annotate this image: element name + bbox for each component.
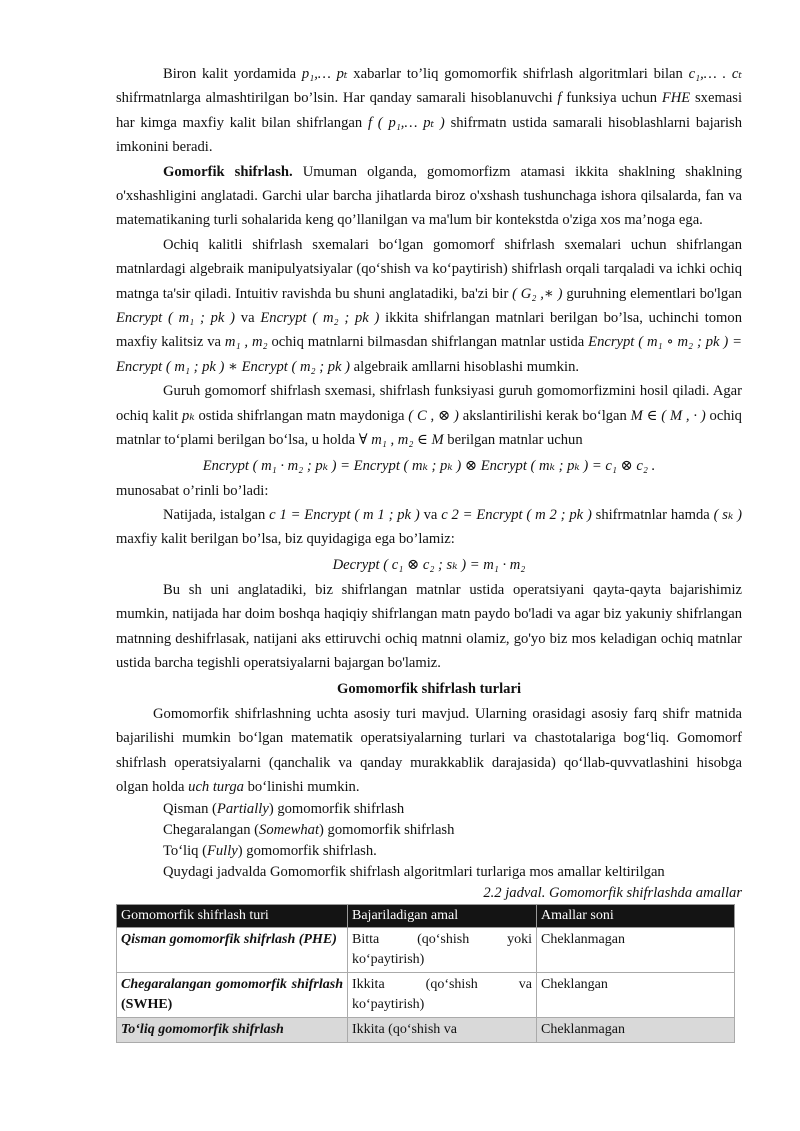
text: Chegaralangan gomomorfik shifrlash bbox=[121, 977, 343, 993]
text: va bbox=[235, 310, 261, 327]
text: sxemasi har kimga maxfiy kalit bilan shifrlangan bbox=[116, 90, 743, 131]
text: Umuman olganda, gomomorfizm atamasi ikkita shaklning shaklning o'xshashligini anglatadi. Garchi ular barcha jihatlarda biroz o'xshash tushunchaga ishora qilsalarda, fan va matematikaning turli sohalarida keng qo’llanilgan va ma'lum bir kontekstda o'ziga xos ma’noga ega. bbox=[116, 163, 742, 229]
text: ) gomomorfik shifrlash bbox=[319, 822, 455, 839]
column-header: Amallar soni bbox=[537, 905, 735, 928]
math-expr: ( sₖ ) bbox=[713, 506, 742, 523]
cell-type bbox=[117, 973, 348, 1018]
math-expr: c₁,… . cₜ bbox=[688, 66, 742, 82]
table-row bbox=[117, 928, 735, 973]
paragraph-4 bbox=[116, 379, 742, 452]
cell-count: Cheklanmagan bbox=[537, 1018, 735, 1043]
math-expr: c 1 = Encrypt ( m 1 ; pk ) bbox=[269, 506, 420, 523]
math-expr: FHE bbox=[661, 90, 691, 107]
math-expr: Encrypt ( m₁ ; pk ) bbox=[116, 310, 236, 327]
math-expr: f bbox=[557, 90, 562, 107]
cell-operation: Ikkita (qo‘shish va bbox=[348, 1018, 537, 1043]
text: To‘liq gomomorfik shifrlash bbox=[121, 1022, 284, 1038]
equation-1: Encrypt ( m₁ · m₂ ; pₖ ) = Encrypt ( mₖ ; pₖ ) ⊗ Encrypt ( mₖ ; pₖ ) = c₁ ⊗ c₂ . bbox=[202, 457, 656, 474]
text: ochiq matnlarni bilmasdan shifrlangan matnlar ustida bbox=[267, 334, 589, 351]
text: Qisman ( bbox=[163, 801, 217, 818]
math-expr: ( C , ⊗ ) bbox=[408, 407, 459, 424]
text: Guruh gomomorf shifrlash sxemasi, shifrlash funksiyasi guruh gomomorfizmini hosil qiladi. Agar ochiq kalit bbox=[116, 383, 742, 424]
cell-operation: Ikkita (qo‘shish va ko‘paytirish) bbox=[348, 973, 537, 1018]
text: shifrmatnlarga almashtirilgan bo’lsin. Har qanday samarali hisoblanuvchi bbox=[116, 90, 558, 107]
text: ) gomomorfik shifrlash. bbox=[237, 843, 377, 860]
cell-type bbox=[117, 1018, 348, 1043]
emphasis: Partially bbox=[216, 801, 269, 818]
text: funksiya uchun bbox=[561, 90, 662, 107]
math-expr: m₁ , m₂ bbox=[224, 334, 268, 351]
table-row bbox=[117, 1018, 735, 1043]
paragraph-8 bbox=[116, 702, 742, 800]
section-heading: Gomomorfik shifrlash turlari bbox=[336, 681, 522, 698]
cell-type bbox=[117, 928, 348, 973]
text: guruhning elementlari bo'lgan bbox=[562, 285, 742, 302]
text: To‘liq ( bbox=[163, 843, 207, 860]
document-page bbox=[116, 62, 742, 1043]
text: Natijada, istalgan bbox=[163, 506, 270, 523]
text: (SWHE) bbox=[121, 997, 173, 1013]
text: shifrmatn ustida samarali hisoblashlarni bajarish imkonini beradi. bbox=[116, 114, 743, 156]
paragraph-2 bbox=[116, 160, 742, 233]
paragraph-7: Bu sh uni anglatadiki, biz shifrlangan matnlar ustida operatsiyani qayta-qayta bajarishimiz mumkin, natijada har doim boshqa haqiqiy shifrlangan matn paydo bo'ladi va agar biz yakuniy shifrlangan matnning deshifrlasak, natijani aks ettiruvchi ochiq matnni olamiz, go'yo biz mos keladigan ochiq matnlar ustida barcha tegishli operatsiyalarni bajargan bo'lamiz. bbox=[116, 581, 742, 671]
paragraph-1 bbox=[116, 62, 742, 160]
cell-count: Cheklangan bbox=[537, 973, 735, 1018]
list-item bbox=[116, 799, 742, 820]
math-expr: Encrypt ( m₂ ; pk ) bbox=[260, 310, 380, 327]
table-header-row bbox=[117, 905, 735, 928]
text: maxfiy kalit berilgan bo’lsa, biz quyidagiga ega bo’lamiz: bbox=[116, 531, 455, 548]
table-row bbox=[117, 973, 735, 1018]
paragraph-5: munosabat o’rinli bo’ladi: bbox=[116, 482, 269, 499]
operations-table bbox=[116, 904, 735, 1043]
text: shifrmatnlar hamda bbox=[591, 506, 714, 523]
text: Qisman gomomorfik shifrlash (PHE) bbox=[121, 932, 337, 948]
text: berilgan matnlar uchun bbox=[443, 432, 583, 449]
emphasis: uch turga bbox=[188, 778, 244, 795]
math-expr: M ∈ ( M , · ) bbox=[630, 407, 706, 424]
column-header: Bajariladigan amal bbox=[348, 905, 537, 928]
text: bo‘linishi mumkin. bbox=[243, 778, 360, 795]
math-expr: ( G₂ ,∗ ) bbox=[512, 285, 563, 302]
text: ikkita shifrlangan matnlari berilgan bo’lsa, uchinchi tomon maxfiy kalitsiz va bbox=[116, 310, 742, 351]
equation-2: Decrypt ( c₁ ⊗ c₂ ; sₖ ) = m₁ · m₂ bbox=[332, 556, 526, 573]
text: Gomomorfik shifrlashning uchta asosiy turi mavjud. Ularning orasidagi asosiy farq shifr matnida bajarilishi mumkin bo‘lgan matematik operatsiyalarning turlari va chastotalariga bog‘liq. Gomomorf shifrlash operatsiyalarni (qanchalik va qanday murakkablik darajasida) qo‘llab-quvvatlashini hisobga olgan holda bbox=[116, 705, 742, 795]
emphasis: Somewhat bbox=[259, 822, 320, 839]
text: algebraik amllarni hisoblashi mumkin. bbox=[350, 358, 580, 375]
cell-operation: Bitta (qo‘shish yoki ko‘paytirish) bbox=[348, 928, 537, 973]
list-item bbox=[116, 820, 742, 841]
run-in-heading: Gomorfik shifrlash. bbox=[163, 163, 293, 180]
paragraph-9: Quydagi jadvalda Gomomorfik shifrlash algoritmlari turlariga mos amallar keltirilgan bbox=[163, 864, 665, 881]
text: va bbox=[419, 506, 442, 523]
text: Biron kalit yordamida bbox=[163, 66, 302, 82]
math-expr: pₖ bbox=[182, 407, 195, 424]
math-expr: p₁,… pₜ bbox=[301, 66, 348, 82]
text: xabarlar to’liq gomomorfik shifrlash algoritmlari bilan bbox=[347, 66, 689, 82]
paragraph-6 bbox=[116, 503, 742, 552]
text: akslantirilishi kerak bo‘lgan bbox=[458, 407, 631, 424]
column-header: Gomomorfik shifrlash turi bbox=[117, 905, 348, 928]
math-expr: Encrypt ( m₁ ∘ m₂ ; pk ) = Encrypt ( m₁ ; pk ) ∗ Encrypt ( m₂ ; pk ) bbox=[116, 334, 742, 375]
text: ) gomomorfik shifrlash bbox=[268, 801, 405, 818]
math-expr: ∀ m₁ , m₂ ∈ M bbox=[358, 432, 444, 449]
cell-count: Cheklanmagan bbox=[537, 928, 735, 973]
paragraph-3 bbox=[116, 233, 742, 379]
emphasis: Fully bbox=[206, 843, 238, 860]
list-item bbox=[116, 841, 742, 862]
text: ochiq matnlar to‘plami berilgan bo‘lsa, u holda bbox=[116, 407, 742, 449]
math-expr: c 2 = Encrypt ( m 2 ; pk ) bbox=[441, 506, 592, 523]
table-caption: 2.2 jadval. Gomomorfik shifrlashda amallar bbox=[483, 885, 742, 902]
math-expr: f ( p₁,… pₜ ) bbox=[367, 114, 445, 131]
text: ostida shifrlangan matn maydoniga bbox=[194, 407, 409, 424]
text: Ochiq kalitli shifrlash sxemalari bo‘lgan gomomorf shifrlash sxemalari uchun shifrlangan matnlardagi algebraik manipulyatsiyalar (qo‘shish va ko‘paytirish) shifrlash orqali tarqaladi va ichki ochiq matnga ta'sir qiladi. Intuitiv ravishda bu shuni anglatadiki, ba'zi bir bbox=[116, 236, 742, 302]
text: Chegaralangan ( bbox=[163, 822, 260, 839]
